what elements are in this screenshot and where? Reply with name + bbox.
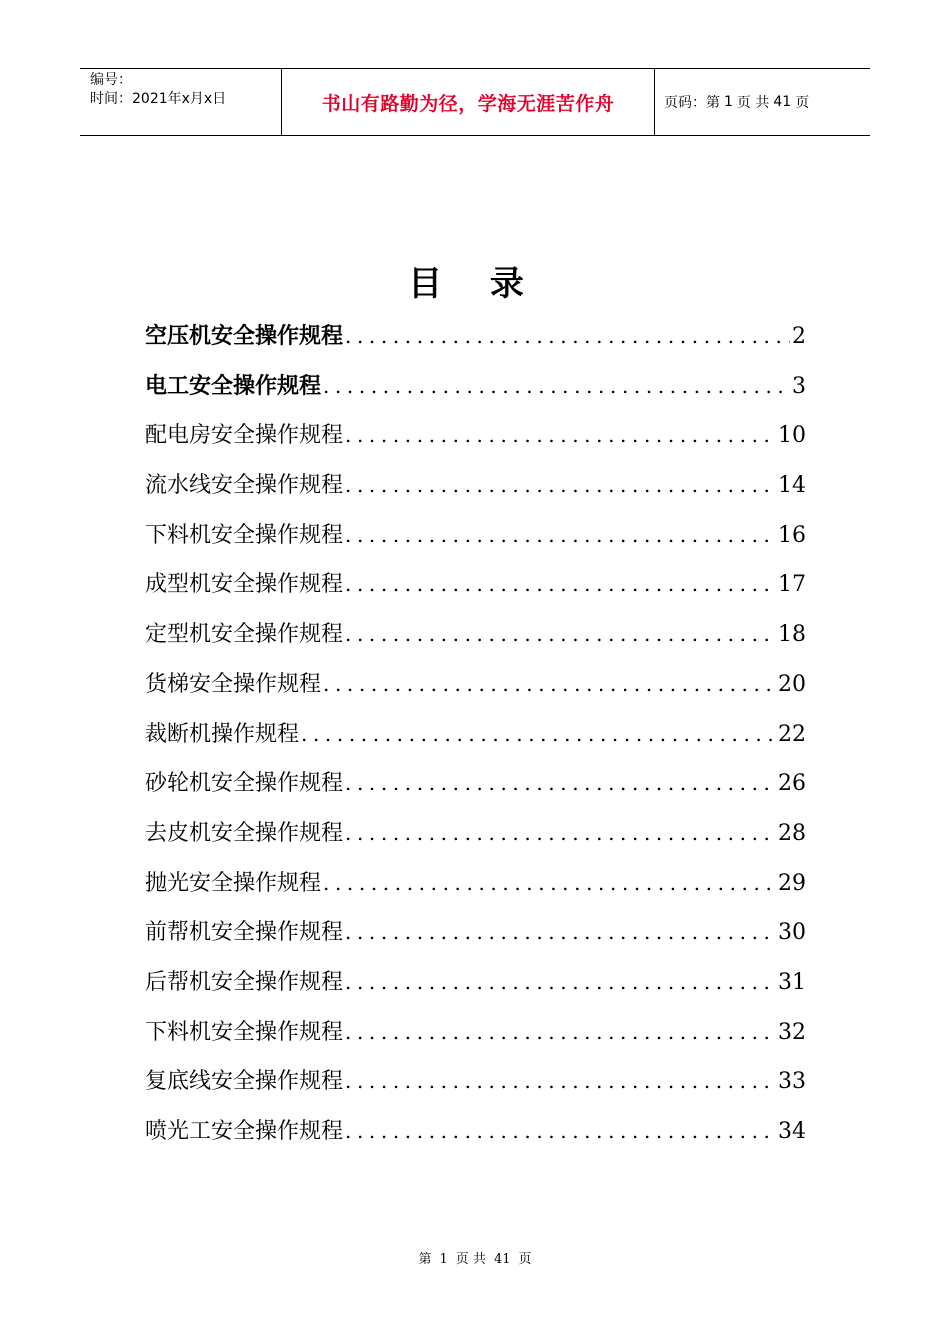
toc-entry-page: 29: [778, 870, 806, 896]
toc-entry[interactable]: [145, 809, 806, 859]
toc-entry[interactable]: [145, 1057, 806, 1107]
toc-entry-page: 3: [792, 373, 806, 399]
toc-entry[interactable]: [145, 1107, 806, 1157]
footer-prefix: 第: [418, 1252, 432, 1267]
toc-dot-leader: [345, 958, 776, 1008]
toc-dot-leader: [345, 1057, 776, 1107]
toc-dot-leader: [345, 809, 776, 859]
toc-entry[interactable]: [145, 411, 806, 461]
toc-entry-title: 砂轮机安全操作规程: [145, 771, 344, 797]
header-page-current: 1: [724, 94, 733, 110]
footer-page-total: 41: [493, 1252, 511, 1267]
header-page-prefix: 页码：第: [664, 95, 720, 111]
toc-entry-title: 复底线安全操作规程: [145, 1069, 344, 1095]
toc-entry[interactable]: [145, 610, 806, 660]
toc-entry-page: 16: [778, 522, 806, 548]
toc-entry-title: 后帮机安全操作规程: [145, 969, 344, 995]
toc-entry-page: 17: [778, 572, 806, 598]
toc-entry-page: 18: [778, 622, 806, 648]
header-page-mid: 页 共: [736, 95, 770, 111]
toc-dot-leader: [323, 660, 776, 710]
toc-entry-title: 空压机安全操作规程: [145, 324, 344, 349]
header-meta-cell: [80, 69, 282, 135]
toc-entry-title: 定型机安全操作规程: [145, 622, 344, 648]
toc-dot-leader: [345, 411, 776, 461]
toc-dot-leader: [345, 1107, 776, 1157]
footer-page-current: 1: [439, 1252, 448, 1267]
toc-entry-title: 成型机安全操作规程: [145, 572, 344, 598]
toc-dot-leader: [345, 759, 776, 809]
toc-entry-page: 10: [778, 423, 806, 449]
document-number-label: 编号：: [90, 72, 132, 88]
page-footer: [0, 1248, 950, 1267]
toc-dot-leader: [345, 610, 776, 660]
toc-dot-leader: [301, 710, 776, 760]
toc-dot-leader: [345, 1008, 776, 1058]
toc-entry[interactable]: [145, 908, 806, 958]
toc-entry-page: 20: [778, 671, 806, 697]
toc-entry-title: 流水线安全操作规程: [145, 473, 344, 499]
toc-entry[interactable]: [145, 759, 806, 809]
toc-dot-leader: [345, 312, 790, 362]
toc-entry-page: 28: [778, 820, 806, 846]
footer-mid: 页 共: [455, 1252, 486, 1267]
toc-entry-title: 下料机安全操作规程: [145, 1019, 344, 1045]
toc-entry[interactable]: [145, 710, 806, 760]
toc-entry-title: 裁断机操作规程: [145, 721, 300, 747]
toc-dot-leader: [345, 908, 776, 958]
toc-entry-title: 前帮机安全操作规程: [145, 920, 344, 946]
toc-entry-page: 32: [778, 1019, 806, 1045]
toc-dot-leader: [345, 461, 776, 511]
header-motto: 书山有路勤为径，学海无涯苦作舟: [321, 92, 615, 115]
toc-entry-title: 下料机安全操作规程: [145, 522, 344, 548]
page-title: 目 录: [408, 264, 542, 304]
toc-entry-title: 货梯安全操作规程: [145, 671, 322, 697]
header-page-cell: [655, 69, 870, 135]
toc-entry-title: 电工安全操作规程: [145, 373, 322, 399]
header-motto-cell: [282, 69, 655, 135]
footer-suffix: 页: [518, 1252, 532, 1267]
toc-entry[interactable]: [145, 859, 806, 909]
document-header: [80, 68, 870, 136]
toc-dot-leader: [345, 511, 776, 561]
toc-entry-page: 33: [778, 1069, 806, 1095]
toc-entry[interactable]: [145, 1008, 806, 1058]
document-time-label: 时间：2021年x月x日: [90, 91, 227, 107]
table-of-contents: [145, 312, 806, 1157]
toc-entry-page: 22: [778, 721, 806, 747]
toc-entry-title: 喷光工安全操作规程: [145, 1119, 344, 1144]
toc-entry[interactable]: [145, 660, 806, 710]
toc-entry[interactable]: [145, 958, 806, 1008]
toc-dot-leader: [323, 859, 776, 909]
toc-entry-page: 30: [778, 920, 806, 946]
toc-entry-page: 14: [778, 473, 806, 499]
toc-entry[interactable]: [145, 560, 806, 610]
toc-entry[interactable]: [145, 461, 806, 511]
toc-entry-page: 31: [778, 969, 806, 995]
toc-entry[interactable]: [145, 362, 806, 412]
toc-entry-page: 34: [778, 1119, 806, 1144]
toc-entry-page: 2: [792, 324, 806, 349]
toc-entry-page: 26: [778, 771, 806, 797]
toc-entry-title: 去皮机安全操作规程: [145, 820, 344, 846]
toc-dot-leader: [323, 362, 790, 412]
toc-entry[interactable]: [145, 511, 806, 561]
header-page-total: 41: [773, 94, 792, 110]
toc-entry-title: 配电房安全操作规程: [145, 423, 344, 449]
toc-entry-title: 抛光安全操作规程: [145, 870, 322, 896]
toc-entry[interactable]: [145, 312, 806, 362]
toc-dot-leader: [345, 560, 776, 610]
header-page-suffix: 页: [795, 95, 810, 111]
